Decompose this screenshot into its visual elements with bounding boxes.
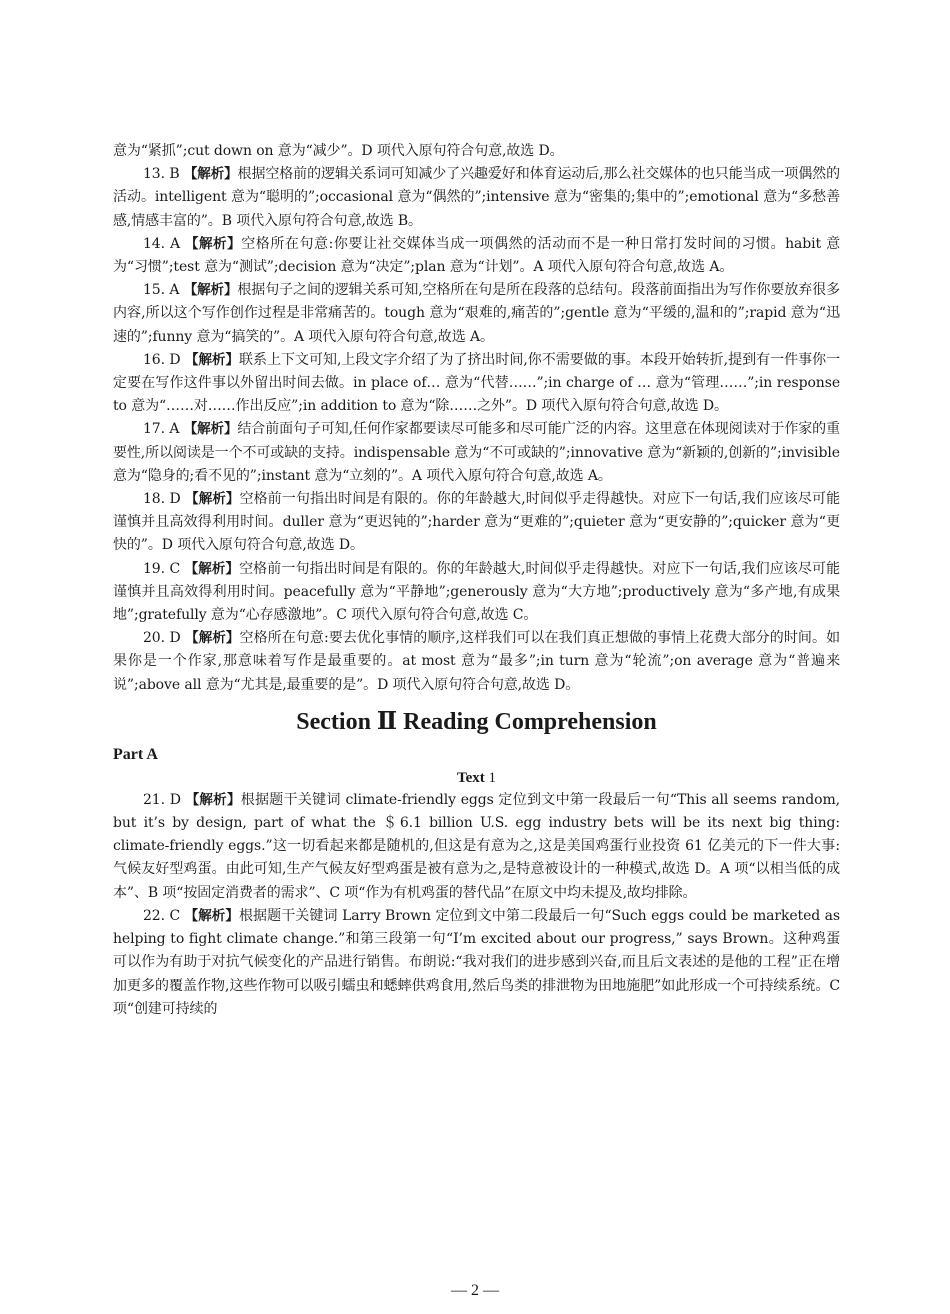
answer-17: [113, 418, 840, 488]
analysis-tag: 【解析】: [184, 907, 239, 924]
analysis-tag: 【解析】: [185, 351, 239, 368]
answer-text: 空格所在句意:要去优化事情的顺序,这样我们可以在我们真正想做的事情上花费大部分的时间。如果你是一个作家,那意味着写作是最重要的。at most 意为“最多”;in turn 意为“轮流”;on average 意为“普遍来说”;above all 意为“尤其是,最重要的是”。D 项代入原句符合句意,故选 D。: [113, 630, 840, 693]
answer-text: 空格所在句意:你要让社交媒体当成一项偶然的活动而不是一种日常打发时间的习惯。habit 意为“习惯”;test 意为“测试”;decision 意为“决定”;plan 意为“计划”。A 项代入原句符合句意,故选 A。: [113, 235, 840, 276]
answer-number: 19. C: [143, 560, 181, 577]
analysis-tag: 【解析】: [185, 791, 241, 808]
continuation-paragraph: [113, 140, 840, 163]
answer-text: 根据句子之间的逻辑关系可知,空格所在句是所在段落的总结句。段落前面指出为写作你要放弃很多内容,所以这个写作创作过程是非常痛苦的。tough 意为“艰难的,痛苦的”;gentle 意为“平缓的,温和的”;rapid 意为“迅速的”;funny 意为“搞笑的”。A 项代入原句符合句意,故选 A。: [113, 282, 840, 345]
answer-number: 20. D: [143, 630, 181, 647]
answer-page: [113, 140, 840, 1021]
answer-number: 22. C: [143, 907, 181, 924]
answer-18: [113, 488, 840, 558]
analysis-tag: 【解析】: [184, 560, 240, 577]
answer-text: 联系上下文可知,上段文字介绍了为了挤出时间,你不需要做的事。本段开始转折,提到有一件事你一定要在写作这件事以外留出时间去做。in place of… 意为“代替……”;in charge of … 意为“管理……”;in response to 意为“……对……作出反应”;in addition to 意为“除……之外”。D 项代入原句符合句意,故选 D。: [113, 351, 840, 415]
answer-number: 16. D: [143, 351, 181, 368]
text-title: [113, 767, 840, 789]
answer-number: 14. A: [143, 235, 180, 252]
analysis-tag: 【解析】: [185, 235, 242, 252]
analysis-tag: 【解析】: [183, 282, 238, 299]
answer-13: [113, 163, 840, 233]
page-number: — 2 —: [451, 1282, 499, 1299]
answer-text: 根据题干关键词 climate-friendly eggs 定位到文中第一段最后一句“This all seems random, but it’s by design, part of what the ＄6.1 billion U.S. egg industry bets will be its next big thing: climate-friendly eggs.”这一切看起来都是随机的,但这是有意为之,这是美国鸡蛋行业投资 61 亿美元的下一件大事:气候友好型鸡蛋。由此可知,生产气候友好型鸡蛋是被有意为之,是特意被设计的一种模式,故选 D。A 项“以相当低的成本”、B 项“按固定消费者的需求”、C 项“作为有机鸡蛋的替代品”在原文中均未提及,故均排除。: [113, 791, 840, 901]
answer-16: [113, 349, 840, 419]
answer-14: [113, 233, 840, 279]
answer-number: 13. B: [143, 166, 180, 183]
answer-text: 根据空格前的逻辑关系词可知减少了兴趣爱好和体育运动后,那么社交媒体的也只能当成一项偶然的活动。intelligent 意为“聪明的”;occasional 意为“偶然的”;intensive 意为“密集的;集中的”;emotional 意为“多愁善感,情感丰富的”。B 项代入原句符合句意,故选 B。: [113, 166, 840, 229]
answer-20: [113, 627, 840, 697]
answer-number: 21. D: [143, 791, 181, 808]
text-title-number: 1: [488, 769, 497, 786]
analysis-tag: 【解析】: [185, 630, 240, 647]
analysis-tag: 【解析】: [185, 491, 240, 508]
analysis-tag: 【解析】: [183, 166, 238, 183]
answer-text: 根据题干关键词 Larry Brown 定位到文中第二段最后一句“Such eggs could be marketed as helping to fight climate change.”和第三段第一句“I’m excited about our progress,” says Brown。这种鸡蛋可以作为有助于对抗气候变化的产品进行销售。布朗说:“我对我们的进步感到兴奋,而且后文表述的是他的工程”正在增加更多的覆盖作物,这些作物可以吸引蠕虫和蟋蟀供鸡食用,然后鸟类的排泄物为田地施肥”如此形成一个可持续系统。C 项“创建可持续的: [113, 907, 840, 1017]
answer-number: 17. A: [143, 421, 180, 438]
answer-number: 15. A: [143, 282, 180, 299]
section-title: Section Ⅱ Reading Comprehension: [296, 708, 657, 735]
answer-21: [113, 789, 840, 905]
text-title-label: Text: [456, 769, 485, 786]
answer-text: 空格前一句指出时间是有限的。你的年龄越大,时间似乎走得越快。对应下一句话,我们应该尽可能谨慎并且高效得利用时间。peacefully 意为“平静地”;generously 意为“大方地”;productively 意为“多产地,有成果地”;gratefully 意为“心存感激地”。C 项代入原句符合句意,故选 C。: [113, 560, 840, 624]
answer-text: 结合前面句子可知,任何作家都要读尽可能多和尽可能广泛的内容。这里意在体现阅读对于作家的重要性,所以阅读是一个不可或缺的支持。indispensable 意为“不可或缺的”;innovative 意为“新颖的,创新的”;invisible 意为“隐身的;看不见的”;instant 意为“立刻的”。A 项代入原句符合句意,故选 A。: [113, 421, 840, 484]
answer-text: 空格前一句指出时间是有限的。你的年龄越大,时间似乎走得越快。对应下一句话,我们应该尽可能谨慎并且高效得利用时间。duller 意为“更迟钝的”;harder 意为“更难的”;quieter 意为“更安静的”;quicker 意为“更快的”。D 项代入原句符合句意,故选 D。: [113, 491, 840, 554]
answer-15: [113, 279, 840, 349]
paragraph-text: 意为“紧抓”;cut down on 意为“减少”。D 项代入原句符合句意,故选 D。: [113, 143, 564, 159]
answer-22: [113, 905, 840, 1021]
part-title: Part A: [113, 745, 158, 763]
analysis-tag: 【解析】: [183, 421, 238, 438]
answer-19: [113, 558, 840, 628]
answer-number: 18. D: [143, 491, 181, 508]
